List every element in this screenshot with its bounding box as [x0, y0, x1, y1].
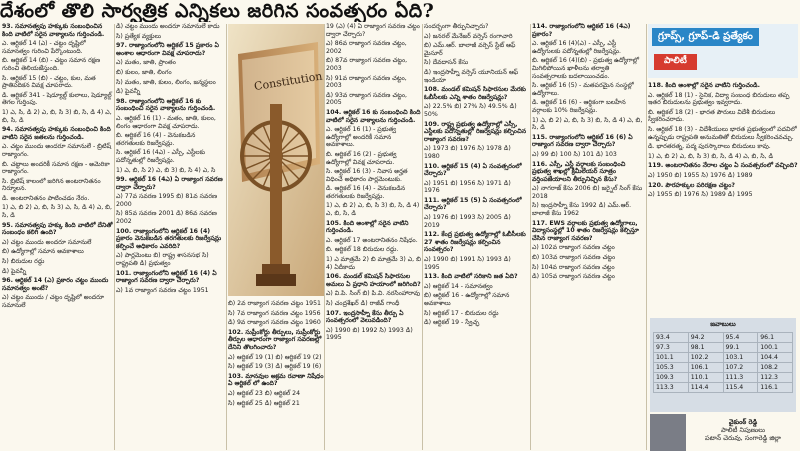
- question-line: ఎ) చట్టం ముందు / చట్టం దృష్టిలో అందరూ సమానులే: [2, 294, 104, 309]
- text-column-3: [228, 300, 324, 451]
- question-line: డి. ఆర్టికల్ 16 (4) - వెనుకబడిన తరగతులకు రిజర్వేషన్లు.: [326, 185, 406, 200]
- question-line: ఎ. ఆర్టికల్ 18 (1) - సైనిక, విద్యా సంబంధ బిరుదులు తప్ప ఇతర బిరుదులను ప్రభుత్వం ఇవ్వరాదు.: [648, 91, 790, 107]
- answer-row: [654, 373, 793, 383]
- subject-tag: పాలిటీ: [654, 54, 697, 70]
- question-line: 115. రాజ్యాంగంలోని ఆర్టికల్ 16 (6) ఏ రాజ్యాంగ సవరణ ద్వారా చేర్చారు?: [532, 133, 633, 149]
- question-line: ఎ) వి.పి. సింగ్ బి) పి.వి. నరసింహారావు: [326, 290, 421, 298]
- question-line: సి) 7వ రాజ్యాంగ సవరణ చట్టం 1956: [228, 309, 321, 317]
- question-line: ఎ) 22.5% బి) 27% సి) 49.5% డి) 50%: [424, 103, 517, 118]
- question-line: 109. రాష్ట్ర ప్రభుత్వ ఉద్యోగాల్లో ఎస్సీ, ఎస్టీలకు పదోన్నతుల్లో రిజర్వేషన్లు కల్పించిన రాజ్యాంగ సవరణ?: [424, 120, 527, 143]
- question-line: సి) ఆర్టికల్ 17 - బిరుదుల రద్దు: [424, 309, 499, 317]
- question-line: బి. ఆర్టికల్ 16 (2) - ప్రభుత్వ ఉద్యోగాల్లో వివక్ష చూపరాదు.: [326, 150, 397, 166]
- question-line: ఎ) ఆర్టికల్ 14 - సమానత్వం: [424, 282, 493, 290]
- answer-row: [654, 353, 793, 363]
- question-line: ఎ) 77వ సవరణ 1995 బి) 81వ సవరణ 2000: [116, 193, 218, 208]
- question-line: ఎ. ఆర్టికల్ 17 అంటరానితనం నిషేధం.: [326, 236, 418, 244]
- text-column-5: [424, 23, 528, 451]
- question-line: 108. మండల్ కమిషన్ సిఫారసుల మేరకు ఓబీసీలకు ఎన్ని శాతం రిజర్వేషన్లు?: [424, 86, 526, 101]
- question-line: 99. ఆర్టికల్ 16 (4ఎ) ఏ రాజ్యాంగ సవరణ ద్వారా చేర్చారు?: [116, 176, 223, 191]
- question-line: సి) 91వ రాజ్యాంగ సవరణ చట్టం, 2003: [326, 74, 407, 90]
- question-line: బి) 2వ రాజ్యాంగ సవరణ చట్టం 1951: [228, 300, 321, 307]
- question-line: బి) ఎమ్.ఆర్. బాలాజీ వర్సెస్ స్టేట్ ఆఫ్ మైసూర్: [424, 42, 516, 57]
- answer-row: [654, 363, 793, 373]
- answer-cell: 94.2: [688, 333, 723, 343]
- question-line: డి. ఆర్టికల్ 341 - షెడ్యూల్డ్ కులాలు, షెడ్యూల్డ్ తెగల గుర్తింపు.: [2, 91, 112, 107]
- question-line: సి) దేవదాసన్ కేసు: [424, 59, 469, 67]
- question-line: ఎ) పార్లమెంటు బి) రాష్ట్ర శాసనసభ సి) రాష్ట్రపతి డి) ప్రభుత్వం: [116, 252, 209, 268]
- question-line: బి. ఆర్టికల్ 16 (4)(బి) - ప్రభుత్వ ఉద్యోగాల్లో మిగిలిపోయిన ఖాళీలను తర్వాతి సంవత్సరాలకు బదలాయించడం.: [532, 57, 639, 80]
- answer-cell: 108.2: [758, 363, 793, 373]
- question-line: సి. ఆర్టికల్ 15 (బి) - చట్టం, కుల, మత ప్రాతిపదికన వివక్ష చూపరాదు.: [2, 74, 96, 90]
- answer-row: [654, 383, 793, 393]
- question-line: 117. EWS వర్గాలకు ప్రభుత్వ ఉద్యోగాలు, విద్యాసంస్థల్లో 10 శాతం రిజర్వేషన్లు కల్పిస్తూ చేసిన రాజ్యాంగ సవరణ?: [532, 219, 639, 242]
- page-headline: దేశంలో తొలి సార్వత్రిక ఎన్నికలు జరిగిన సంవత్సరం ఏది?: [0, 0, 435, 22]
- question-line: ఎ) 1951 బి) 1956 సి) 1971 డి) 1976: [424, 179, 511, 195]
- question-line: ఎ) 102వ రాజ్యాంగ సవరణ చట్టం: [532, 244, 615, 252]
- section-tag-box: [648, 24, 798, 78]
- question-line: డి) 105వ రాజ్యాంగ సవరణ చట్టం: [532, 273, 615, 281]
- text-column-2: [116, 23, 224, 451]
- answer-cell: 110.1: [688, 373, 723, 383]
- answer-cell: 99.1: [723, 343, 758, 353]
- question-line: డి) పైవన్నీ: [116, 88, 141, 96]
- question-line: 1) ఎ, బి 2) ఎ, బి, సి 3) బి, సి, డి 4) ఎ, బి, సి, డి: [532, 116, 643, 132]
- column-divider: [324, 24, 325, 450]
- question-line: సందర్భంగా తీర్పునిచ్చారు?: [424, 23, 489, 30]
- question-line: బి. ఆర్టికల్ 18 (2) - భారత పౌరులు విదేశీ బిరుదులు స్వీకరించరాదు.: [648, 108, 776, 124]
- answer-row: [654, 333, 793, 343]
- text-column-1: [2, 23, 114, 451]
- question-line: సి) చంద్రశేఖర్ డి) రాజీవ్ గాంధీ: [326, 300, 400, 307]
- question-line: సి) ఆర్టికల్ 19 (3) డి) ఆర్టికల్ 19 (6): [228, 363, 322, 371]
- question-line: ఎ) 1973 బి) 1976 సి) 1978 డి) 1980: [424, 145, 511, 160]
- question-line: ఎ) 1990 బి) 1991 సి) 1993 డి) 1995: [424, 256, 511, 271]
- question-line: 119. అంటరానితనం నేరాల చట్టం ఏ సంవత్సరంలో వచ్చింది?: [648, 162, 798, 170]
- question-line: డి. అంటరానితనం పాటించడం నేరం.: [2, 194, 90, 202]
- question-line: డి) 9వ రాజ్యాంగ సవరణ చట్టం 1960: [228, 319, 321, 327]
- question-line: బి) ఉద్యోగాల్లో సమాన అవకాశాలు: [2, 248, 84, 256]
- answer-cell: 97.3: [654, 343, 689, 353]
- question-line: సి. ఆర్టికల్ 16 (3) - నివాస అర్హత విధించే అధికారం పార్లమెంటుకు.: [326, 168, 408, 183]
- question-line: ఎ) ఆర్టికల్ 19 (1) బి) ఆర్టికల్ 19 (2): [228, 353, 322, 361]
- question-line: 105. కింది అంశాల్లో సరైన వాటిని గుర్తించండి.: [326, 219, 409, 235]
- question-line: ఎ) 1955 బి) 1976 సి) 1989 డి) 1995: [648, 191, 753, 199]
- question-line: డి) చట్టం ముందు అందరూ సమానులే కాదు: [116, 23, 220, 30]
- question-line: సి. ఆర్టికల్ 18 (3) - విదేశీయులు భారత ప్రభుత్వంలో పదవిలో ఉన్నప్పుడు రాష్ట్రపతి అనుమతితో బిరుదులు స్వీకరించవచ్చు.: [648, 125, 797, 141]
- author-role: పాలిటీ నిపుణులు: [720, 426, 766, 434]
- question-line: ఎ) మతం, జాతి, ప్రాంతం: [116, 59, 176, 67]
- question-line: బి. ఆర్టికల్ 14 (బి) - చట్టం సమాన రక్షణ గురించి తెలియజేస్తుంది.: [2, 57, 101, 72]
- answer-cell: 109.3: [654, 373, 689, 383]
- question-line: 103. మానవుల అక్రమ రవాణా నిషేధం ఏ ఆర్టికల్ లో ఉంది?: [228, 372, 324, 388]
- column-divider: [422, 24, 423, 450]
- question-line: బి) ఆర్టికల్ 16 - ఉద్యోగాల్లో సమాన అవకాశాలు: [424, 292, 510, 307]
- question-line: ఎ. చట్టం ముందు అందరూ సమానులే - బ్రిటిష్ రాజ్యాంగం.: [2, 143, 112, 158]
- answer-cell: 115.4: [723, 383, 758, 393]
- question-line: 107. ఇంద్రసాహ్నీ కేసు తీర్పు ఏ సంవత్సరంలో వెలువడింది?: [326, 309, 404, 325]
- question-line: సి) 104వ రాజ్యాంగ సవరణ చట్టం: [532, 263, 615, 271]
- author-name: వైకుంఠ్ రెడ్డి: [728, 418, 758, 426]
- answer-cell: 95.4: [723, 333, 758, 343]
- question-line: 1) ఎ, బి, సి 2) ఎ, బి 3) బి, సి 4) ఎ, సి: [116, 166, 216, 174]
- question-line: 1) ఎ, సి, డి 2) ఎ, బి, సి 3) బి, సి, డి 4) ఎ, బి, సి, డి: [2, 108, 112, 124]
- question-line: 120. పౌరహక్కుల పరిరక్షణ చట్టం?: [648, 181, 735, 189]
- answer-cell: 107.2: [723, 363, 758, 373]
- question-line: 93. సమానత్వపు హక్కుకు సంబంధించిన కింది వాటిలో సరైన వాక్యాలను గుర్తించండి.: [2, 23, 105, 38]
- text-column-7: [648, 82, 798, 312]
- constitution-title-text: Constitution: [253, 69, 324, 94]
- question-line: డి) ఆర్టికల్ 19 - స్వేచ్ఛ: [424, 319, 480, 327]
- question-line: సి) మతం, జాతి, కులం, లింగం, జన్మస్థలం: [116, 78, 216, 86]
- question-line: 111. ఆర్టికల్ 15 (5) ఏ సంవత్సరంలో చేర్చారు?: [424, 196, 522, 212]
- question-line: 104. ఆర్టికల్ 16 కు సంబంధించి కింది వాటిలో సరైన వాక్యాలను గుర్తించండి.: [326, 108, 421, 124]
- answer-cell: 93.4: [654, 333, 689, 343]
- question-line: డి. ఆర్టికల్ 16 (6) - ఆర్థికంగా బలహీన వర్గాలకు 10% రిజర్వేషన్లు.: [532, 99, 626, 114]
- answer-cell: 113.3: [654, 383, 689, 393]
- question-line: 118. కింది అంశాల్లో సరైన వాటిని గుర్తించండి.: [648, 82, 760, 89]
- question-line: ఎ) 86వ రాజ్యాంగ సవరణ చట్టం, 2002: [326, 40, 407, 55]
- column-divider: [114, 24, 115, 450]
- question-line: ఎ. ఆర్టికల్ 16 (1) - మతం, జాతి, కులం, లింగం ఆధారంగా వివక్ష చూపరాదు.: [116, 114, 216, 130]
- question-line: సి. ఆర్టికల్ 16 (4ఎ) - ఎస్సీ, ఎస్టీలకు పదోన్నతుల్లో రిజర్వేషన్లు.: [116, 149, 206, 164]
- question-line: ఎ) ఆర్టికల్ 23 బి) ఆర్టికల్ 24: [228, 389, 301, 397]
- question-line: 114. రాజ్యాంగంలోని ఆర్టికల్ 16 (4ఎ) ప్రకారం?: [532, 23, 631, 38]
- author-place: పటాన్ చెరువు, సంగారెడ్డి జిల్లా: [705, 434, 781, 442]
- answer-cell: 103.1: [723, 353, 758, 363]
- question-line: సి. ఆర్టికల్ 16 (5) - మతపరమైన సంస్థల్లో ఉద్యోగాలు.: [532, 82, 634, 97]
- question-line: 1) ఎ, బి 2) ఎ, బి, సి 3) బి, సి, డి 4) ఎ, బి, సి, డి: [326, 202, 420, 218]
- question-line: డి. భారతరత్న, పద్మ పురస్కారాలు బిరుదులు కావు.: [648, 143, 771, 151]
- answer-key-title: జవాబులు: [710, 320, 736, 328]
- answer-cell: 102.2: [688, 353, 723, 363]
- answer-cell: 111.3: [723, 373, 758, 383]
- question-line: 1) ఎ మాత్రమే 2) బి మాత్రమే 3) ఎ, బి 4) ఏదీకాదు: [326, 256, 421, 271]
- answer-key: [650, 318, 796, 412]
- question-line: 113. కింది వాటిలో సరికాని జత ఏది?: [424, 273, 518, 281]
- question-line: డి) ఇంద్రసాహ్నీ వర్సెస్ యూనియన్ ఆఫ్ ఇండియా: [424, 68, 519, 84]
- question-line: 102. సుప్రీంకోర్టు తీర్పులు, సుప్రీంకోర్టు తీర్పుల ఆధారంగా రాజ్యాంగ సవరణల్లో దేనిని తొలగించారు?: [228, 328, 322, 351]
- question-line: సి) 85వ సవరణ 2001 డి) 86వ సవరణ 2002: [116, 210, 217, 226]
- answer-cell: 105.3: [654, 363, 689, 373]
- answer-key-table: [653, 332, 793, 393]
- question-line: 94. సమానత్వపు హక్కుకు సంబంధించి కింది వాటిని సరైన జతలను గుర్తించండి.: [2, 126, 111, 141]
- question-line: ఎ) 1976 బి) 1993 సి) 2005 డి) 2019: [424, 214, 511, 229]
- question-line: ఎ. ఆర్టికల్ 14 (ఎ) - చట్టం దృష్టిలో సమానత్వం గురించి పేర్కొంటుంది.: [2, 40, 86, 55]
- author-photo: [650, 414, 686, 451]
- answer-row: [654, 343, 793, 353]
- text-column-4: [326, 23, 421, 451]
- question-line: సి) బిరుదుల రద్దు: [2, 258, 45, 266]
- author-credit: [690, 418, 796, 442]
- answer-cell: 101.1: [654, 353, 689, 363]
- question-line: ఎ) జనరల్ మేనేజర్ వర్సెస్ రంగాచారి: [424, 32, 513, 40]
- question-line: ఎ) నాగరాజ్ కేసు 2006 బి) జర్నైల్ సింగ్ కేసు 2018: [532, 185, 643, 200]
- question-line: 95. సమానత్వపు హక్కు కింది వాటిలో దేనితో సంబంధం కలిగి ఉంది?: [2, 221, 113, 237]
- question-line: 101. రాజ్యాంగంలోని ఆర్టికల్ 16 (4) ఏ రాజ్యాంగ సవరణ ద్వారా చేర్చారు?: [116, 269, 217, 285]
- question-line: ఎ) చట్టం ముందు అందరూ సమానులే: [2, 238, 92, 246]
- answer-cell: 112.3: [758, 373, 793, 383]
- question-line: ఎ) 1950 బి) 1955 సి) 1976 డి) 1989: [648, 171, 753, 179]
- question-line: 98. రాజ్యాంగంలోని ఆర్టికల్ 16 కు సంబంధించి సరైన వాక్యాలను గుర్తించండి.: [116, 97, 216, 113]
- question-line: 100. రాజ్యాంగంలోని ఆర్టికల్ 16 (4) ప్రకారం వెనుకబడిన తరగతులకు రిజర్వేషన్లు కల్పించే అధికారం ఎవరిది?: [116, 227, 222, 250]
- constitution-image: [228, 24, 324, 296]
- constitution-illustration: [228, 24, 324, 296]
- answer-cell: 106.1: [688, 363, 723, 373]
- question-line: ఎ. ఆర్టికల్ 16 (1) - ప్రభుత్వ ఉద్యోగాల్లో అందరికీ సమాన అవకాశాలు.: [326, 126, 397, 149]
- question-line: ఎ) 99 బి) 100 సి) 101 డి) 103: [532, 150, 617, 158]
- question-line: సి) ఇంద్రసాహ్నీ కేసు 1992 డి) ఎమ్.ఆర్. బాలాజీ కేసు 1962: [532, 202, 632, 218]
- question-line: సి. బ్రిటిష్ కాలంలో జరిగిన అంటరానితనం నిర్మూలన.: [2, 177, 101, 193]
- answer-cell: 104.4: [758, 353, 793, 363]
- question-line: డి) పైవన్నీ: [2, 267, 27, 275]
- question-line: 110. ఆర్టికల్ 15 (4) ఏ సంవత్సరంలో చేర్చారు?: [424, 162, 522, 178]
- answer-cell: 98.1: [688, 343, 723, 353]
- question-line: బి. ఆర్టికల్ 16 (4) - వెనుకబడిన తరగతులకు రిజర్వేషన్లు.: [116, 132, 196, 147]
- question-line: బి. చట్టాలు అందరికీ సమాన రక్షణ - అమెరికా రాజ్యాంగం.: [2, 160, 110, 176]
- group-tag: గ్రూప్స్, గ్రూప్-డి ప్రత్యేకం: [652, 28, 759, 46]
- question-line: 19 (ఎ) (4) ఏ రాజ్యాంగ సవరణ చట్టం ద్వారా చేర్చారు?: [326, 23, 420, 38]
- question-line: 97. రాజ్యాంగంలోని ఆర్టికల్ 15 ప్రకారం ఏ అంశాల ఆధారంగా వివక్ష చూపరాదు?: [116, 42, 219, 57]
- question-line: సి) ఆర్టికల్ 25 డి) ఆర్టికల్ 21: [228, 399, 300, 407]
- answer-cell: 114.4: [688, 383, 723, 393]
- question-line: సి) ప్రత్యేక వ్యక్తులు: [116, 32, 162, 40]
- question-line: 96. ఆర్టికల్ 14 (ఎ) ప్రకారం చట్టం ముందు సమానత్వం అంటే?: [2, 277, 109, 292]
- text-column-6: [532, 23, 644, 451]
- answer-cell: 96.1: [758, 333, 793, 343]
- question-line: 1) ఎ, బి 2) ఎ, బి, సి 3) బి, సి, డి 4) ఎ, బి, సి, డి: [648, 152, 774, 160]
- question-line: బి) 87వ రాజ్యాంగ సవరణ చట్టం, 2003: [326, 57, 408, 72]
- question-line: 1) ఎ, బి 2) ఎ, బి, సి 3) ఎ, సి, డి 4) ఎ, బి, సి, డి: [2, 204, 112, 220]
- question-line: బి. ఆర్టికల్ 18 బిరుదుల రద్దు.: [326, 246, 399, 254]
- column-divider: [646, 24, 647, 450]
- question-line: ఎ) 1వ రాజ్యాంగ సవరణ చట్టం 1951: [116, 286, 209, 294]
- column-divider: [530, 24, 531, 450]
- question-line: డి) 93వ రాజ్యాంగ సవరణ చట్టం, 2005: [326, 91, 407, 107]
- question-line: 116. ఎస్సీ, ఎస్టీ వర్గాలకు సంబంధించి ప్రభుత్వ శాఖల్లో క్రీమీలేయర్ సూత్రం వర్తింపజేయాలని తీర్పునిచ్చిన కేసు?: [532, 160, 626, 183]
- answer-cell: 116.1: [758, 383, 793, 393]
- question-line: 106. మండల్ కమిషన్ సిఫారసుల అమలు ఏ ప్రధాని హయాంలో జరిగింది?: [326, 273, 421, 288]
- question-line: బి) కులం, జాతి, లింగం: [116, 68, 172, 76]
- answer-cell: 100.1: [758, 343, 793, 353]
- question-line: 112. కేంద్ర ప్రభుత్వ ఉద్యోగాల్లో ఓబీసీలకు 27 శాతం రిజర్వేషన్లు కల్పించిన సంవత్సరం?: [424, 231, 526, 254]
- question-line: ఎ. ఆర్టికల్ 16 (4)(ఎ) - ఎస్సీ, ఎస్టీ ఉద్యోగులకు పదోన్నతుల్లో రిజర్వేషన్లు.: [532, 40, 622, 55]
- question-line: ఎ) 1990 బి) 1992 సి) 1993 డి) 1995: [326, 326, 413, 342]
- column-divider: [226, 24, 227, 450]
- question-line: బి) 103వ రాజ్యాంగ సవరణ చట్టం: [532, 254, 616, 262]
